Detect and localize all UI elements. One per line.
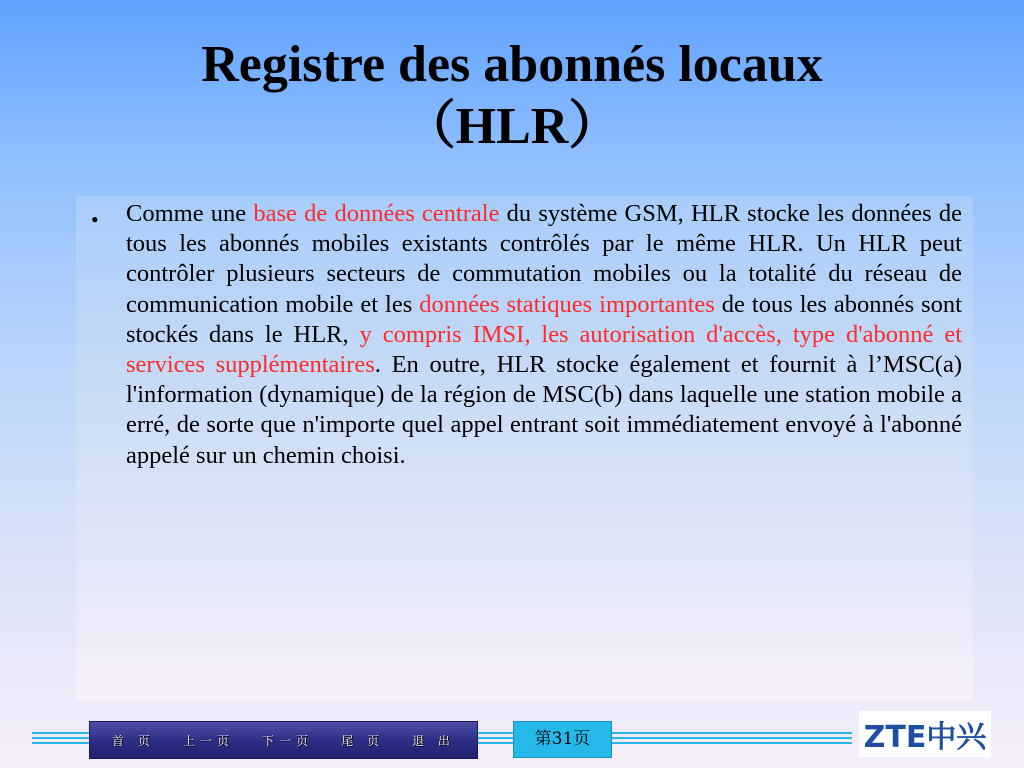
highlight-static-data: données statiques importantes	[419, 290, 715, 318]
navigation-bar	[89, 721, 478, 759]
next-page-button[interactable]: 下一页	[262, 733, 314, 748]
highlight-central-database: base de données centrale	[253, 200, 500, 227]
body-text-3: de tous les abonnés sont stockés dans le HLR,	[126, 290, 962, 348]
body-paragraph	[126, 199, 962, 471]
last-page-button[interactable]: 尾 页	[341, 733, 385, 748]
content-panel	[76, 196, 973, 700]
body-text-1: Comme une	[126, 200, 254, 227]
home-button[interactable]: 首 页	[112, 733, 155, 748]
highlight-imsi-details: y compris IMSI, les autorisation d'accès, type d'abonné et services supplémentaires	[126, 320, 963, 379]
zte-logo-text: ZTE中兴	[863, 720, 987, 755]
slide-title-line1: Registre des abonnés locaux	[201, 36, 823, 93]
page-number-indicator: 第31页	[513, 721, 612, 758]
body-text-4: . En outre, HLR stocke également et fournit à l’MSC(a) l'information (dynamique) de la région de MSC(b) dans laquelle une station mobile a erré, de sorte que n'importe quel appel entrant soit immédiatement envoyé à l'abonné appelé sur un chemin choisi.	[126, 351, 962, 469]
exit-button[interactable]: 退 出	[412, 733, 455, 748]
bullet-icon: •	[91, 207, 99, 232]
zte-logo	[859, 711, 991, 757]
slide-title	[0, 34, 1024, 158]
previous-page-button[interactable]: 上一页	[182, 733, 234, 748]
slide-title-line2: （HLR）	[403, 98, 621, 155]
body-text-2: du système GSM, HLR stocke les données de tous les abonnés mobiles existants contrôlés par le même HLR. Un HLR peut contrôler plusieurs secteurs de commutation mobiles ou la totalité du réseau de communication mobile et les	[126, 200, 962, 318]
